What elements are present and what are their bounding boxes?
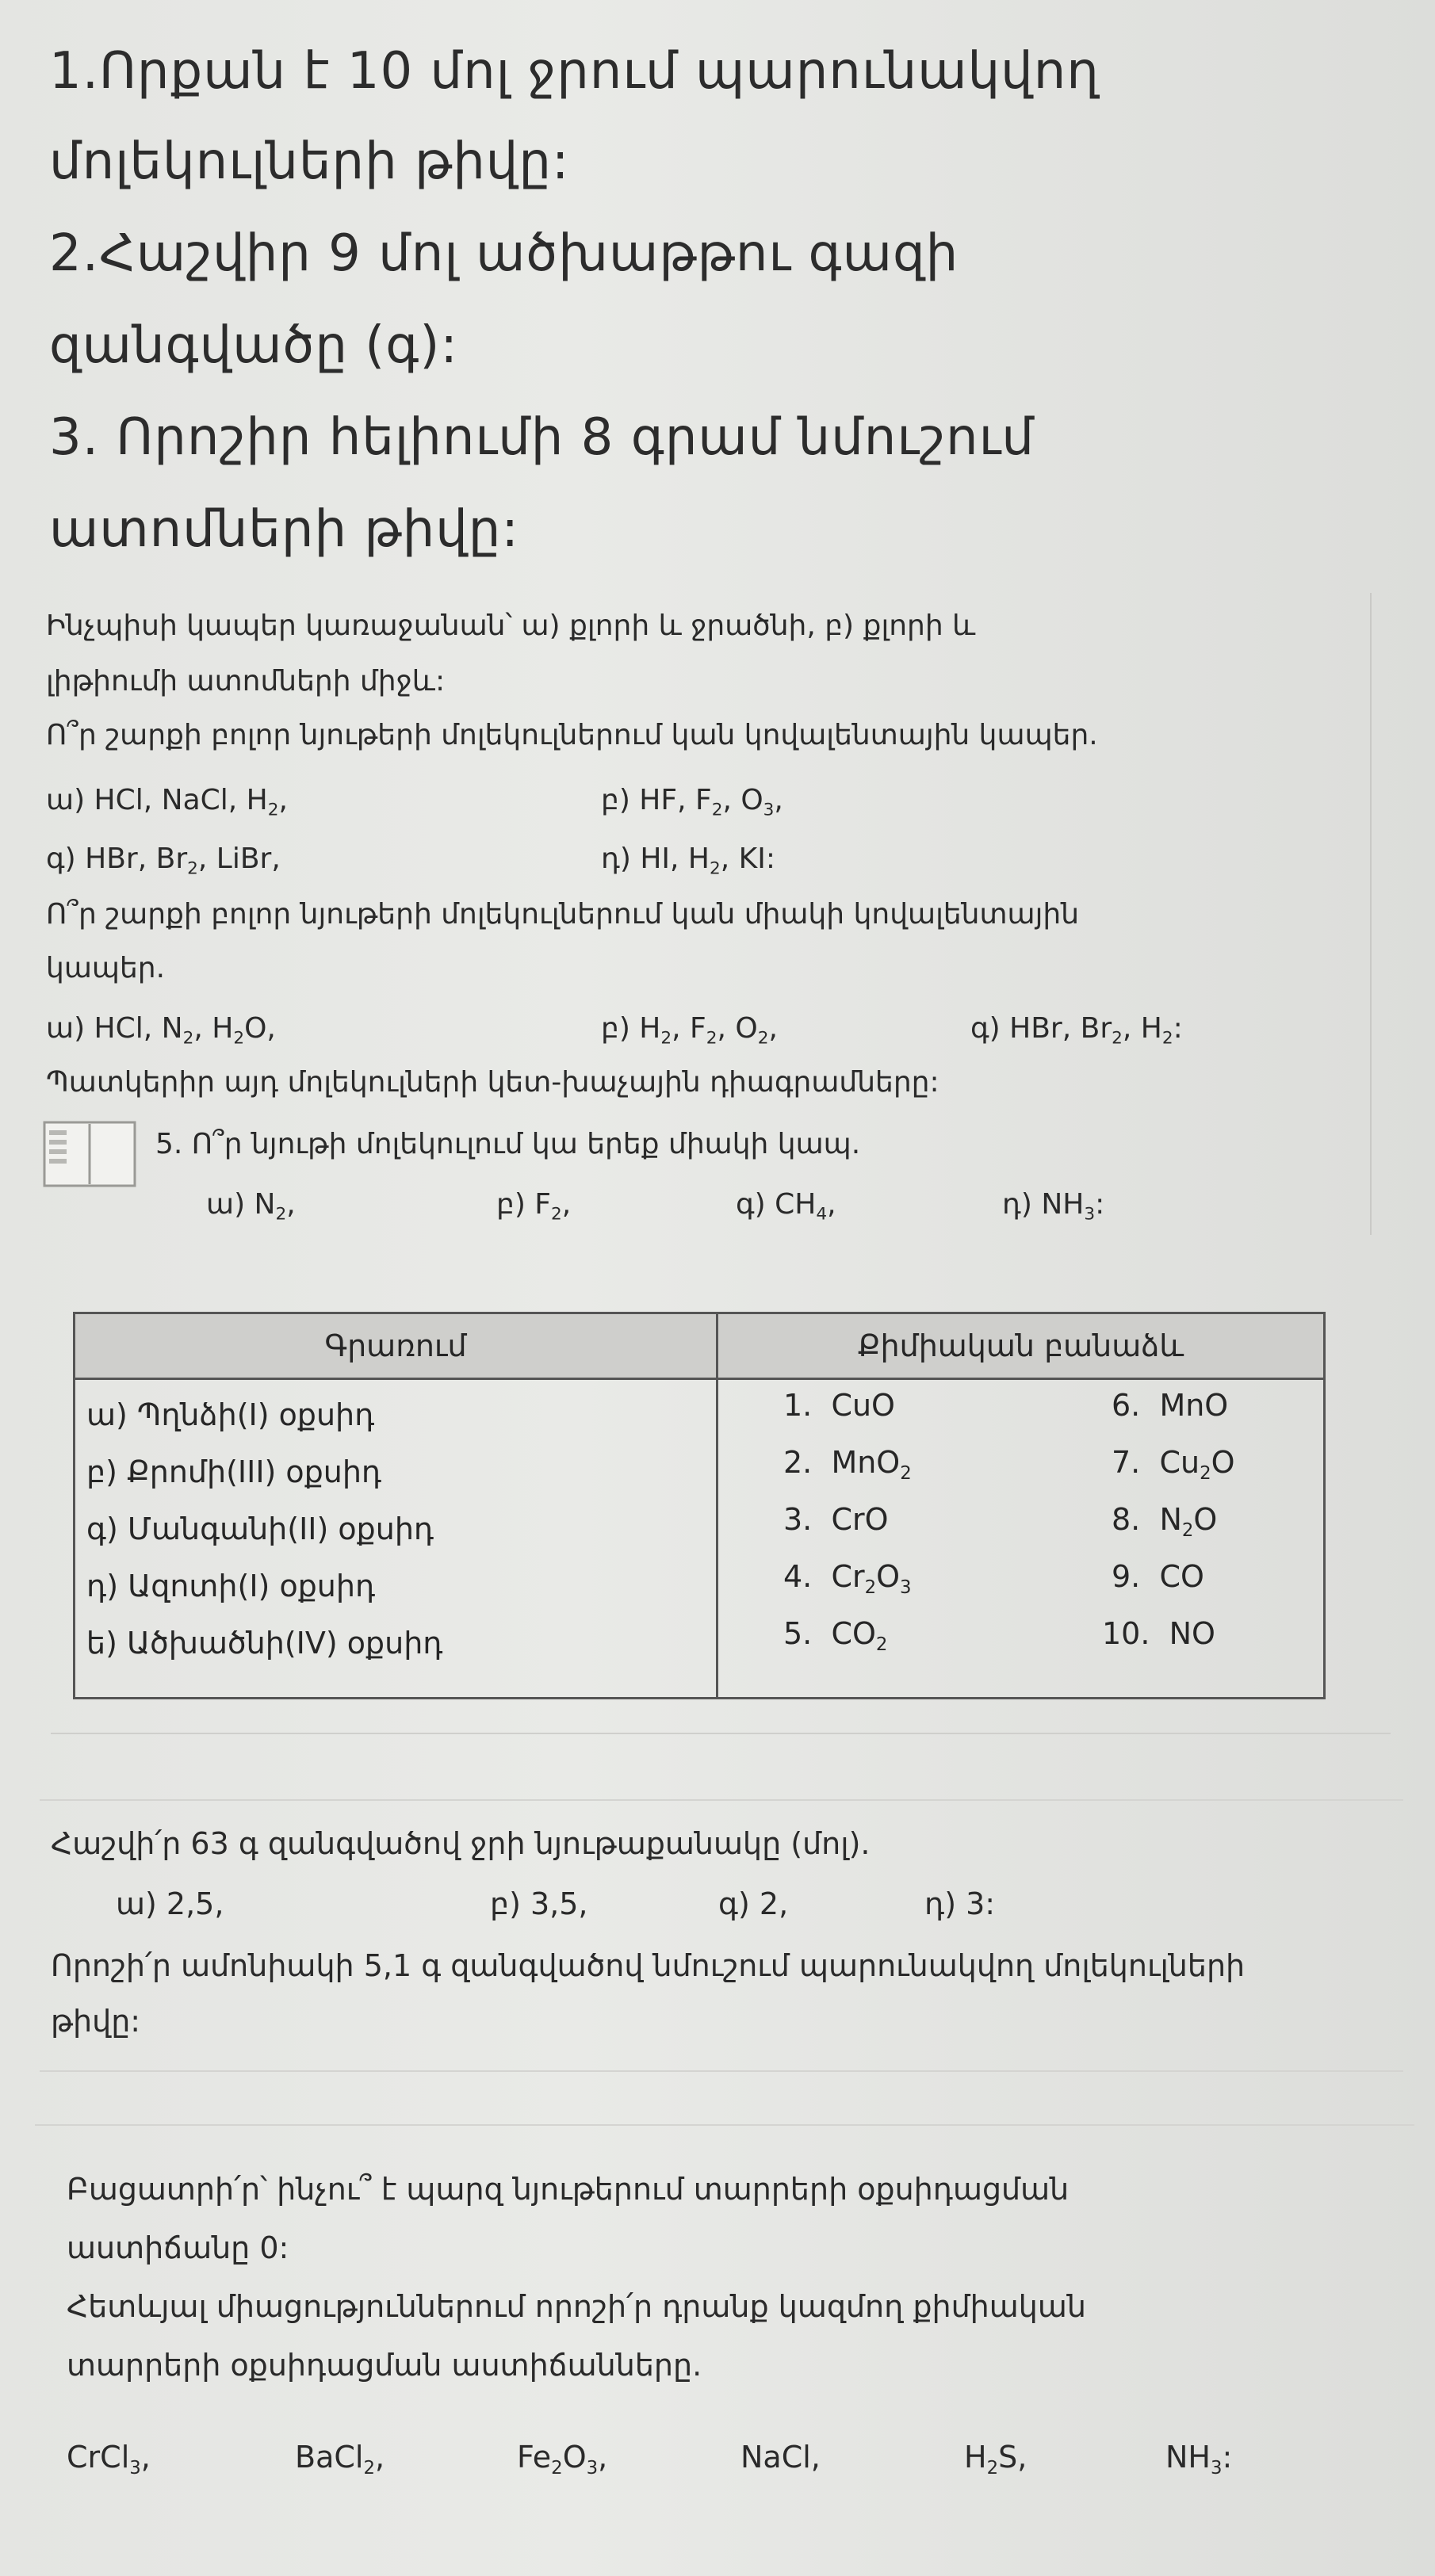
question-3-line-2: ատոմների թիվը: — [49, 500, 519, 559]
compound-formula: $Fe_2O_3$, — [517, 2440, 608, 2479]
formula-item: 3. CrO — [783, 1502, 889, 1537]
ammonia-question-line-2: թիվը: — [51, 2004, 141, 2039]
question-1-line-1: 1.Որքան է 10 մոլ ջրում պարունակվող — [49, 42, 1100, 101]
triple-bond-option-c: գ) $CH_4$, — [736, 1188, 836, 1225]
oxidation-state-box — [35, 2124, 1414, 2570]
single-bond-question-line-1: Ո՞ր շարքի բոլոր նյութերի մոլեկուլներում կան միակի կովալենտային — [46, 898, 1080, 931]
covalent-option-c: գ) HBr, $Br_2$, LiBr, — [46, 843, 281, 879]
oxidation-question-line-2: աստիճանը 0: — [67, 2230, 289, 2265]
triple-bond-option-b: բ) $F_2$, — [496, 1188, 572, 1225]
oxide-name: ե) Ածխածնի(IV) օքսիդ — [86, 1626, 443, 1661]
draw-diagrams-instruction: Պատկերիր այդ մոլեկուլների կետ-խաչային դիագրամները: — [46, 1066, 939, 1099]
single-bond-option-b: բ) $H_2$, $F_2$, $O_2$, — [601, 1012, 778, 1049]
compound-formula: $H_2S$, — [964, 2440, 1027, 2479]
covalent-option-a: ա) HCl, NaCl, $H_2$, — [46, 784, 288, 820]
covalent-option-d: դ) HI, $H_2$, KI: — [601, 843, 776, 879]
covalent-question: Ո՞ր շարքի բոլոր նյութերի մոլեկուլներում կան կովալենտային կապեր. — [46, 719, 1098, 751]
oxidation-question-line-1: Բացատրի՛ր՝ ինչու՞ է պարզ նյութերում տարրերի օքսիդացման — [67, 2172, 1070, 2207]
single-bond-option-c: գ) HBr, $Br_2$, $H_2$: — [970, 1012, 1183, 1049]
question-5: 5. Ո՞ր նյութի մոլեկուլում կա երեք միակի կապ. — [155, 1128, 861, 1160]
oxide-names-column — [75, 1379, 718, 1699]
oxide-name: բ) Քրոմի(III) օքսիդ — [86, 1454, 382, 1489]
compound-formula: CrCl$_3$, — [67, 2440, 151, 2479]
compound-formula: $NH_3$: — [1165, 2440, 1233, 2479]
single-bond-question-line-2: կապեր. — [46, 952, 166, 984]
formula-item: 10. NO — [1102, 1616, 1215, 1651]
oxidation-question-line-3: Հետևյալ միացություններում որոշի՛ր դրանք կազմող քիմիական — [67, 2289, 1086, 2324]
table-header-name: Գրառում — [75, 1313, 718, 1379]
formula-item: 7. $Cu_2O$ — [1112, 1445, 1235, 1484]
water-option-b: բ) 3,5, — [490, 1886, 588, 1921]
formula-item: 8. $N_2O$ — [1112, 1502, 1218, 1541]
water-option-c: գ) 2, — [718, 1886, 789, 1921]
compound-formula: BaCl$_2$, — [295, 2440, 385, 2479]
formula-item: 4. $Cr_2O_3$ — [783, 1559, 912, 1598]
quantity-questions-box — [40, 1799, 1403, 2072]
oxide-matching-table — [73, 1312, 1326, 1699]
formulas-column — [718, 1379, 1325, 1699]
formula-item: 1. CuO — [783, 1388, 895, 1423]
oxide-name: դ) Ազոտի(I) օքսիդ — [86, 1569, 376, 1603]
oxidation-question-line-4: տարրերի օքսիդացման աստիճանները. — [67, 2348, 702, 2383]
divider — [51, 1733, 1391, 1734]
single-bond-option-a: ա) HCl, $N_2$, $H_2O$, — [46, 1012, 276, 1049]
table-header-formula: Քիմիական բանաձև — [718, 1313, 1325, 1379]
question-2-line-1: 2.Հաշվիր 9 մոլ ածխաթթու գազի — [49, 224, 959, 283]
water-option-a: ա) 2,5, — [116, 1886, 224, 1921]
bond-intro-line-2: լիթիումի ատոմների միջև: — [46, 665, 446, 698]
covalent-option-b: բ) HF, $F_2$, $O_3$, — [601, 784, 783, 820]
water-moles-question: Հաշվի՛ր 63 գ զանգվածով ջրի նյութաքանակը (մոլ). — [51, 1826, 871, 1861]
question-1-line-2: մոլեկուլների թիվը: — [49, 132, 570, 191]
formula-item: 6. MnO — [1112, 1388, 1229, 1423]
water-option-d: դ) 3: — [924, 1886, 996, 1921]
oxide-name: գ) Մանգանի(II) օքսիդ — [86, 1512, 434, 1546]
formula-item: 5. $CO_2$ — [783, 1616, 888, 1655]
compound-formula: NaCl, — [740, 2440, 821, 2475]
book-icon — [43, 1118, 136, 1189]
triple-bond-option-a: ա) $N_2$, — [206, 1188, 296, 1225]
oxide-name: ա) Պղնձի(I) օքսիդ — [86, 1397, 375, 1432]
formula-item: 2. MnO$_2$ — [783, 1445, 912, 1484]
ammonia-question-line-1: Որոշի՛ր ամոնիակի 5,1 գ զանգվածով նմուշում պարունակվող մոլեկուլների — [51, 1948, 1246, 1983]
question-3-line-1: 3. Որոշիր հելիումի 8 գրամ նմուշում — [49, 408, 1035, 467]
bonding-questions-box — [38, 593, 1372, 1235]
question-2-line-2: զանգվածը (գ): — [49, 316, 458, 375]
triple-bond-option-d: դ) $NH_3$: — [1002, 1188, 1105, 1225]
formula-item: 9. CO — [1112, 1559, 1204, 1594]
bond-intro-line-1: Ինչպիսի կապեր կառաջանան՝ ա) քլորի և ջրածնի, բ) քլորի և — [46, 610, 976, 642]
